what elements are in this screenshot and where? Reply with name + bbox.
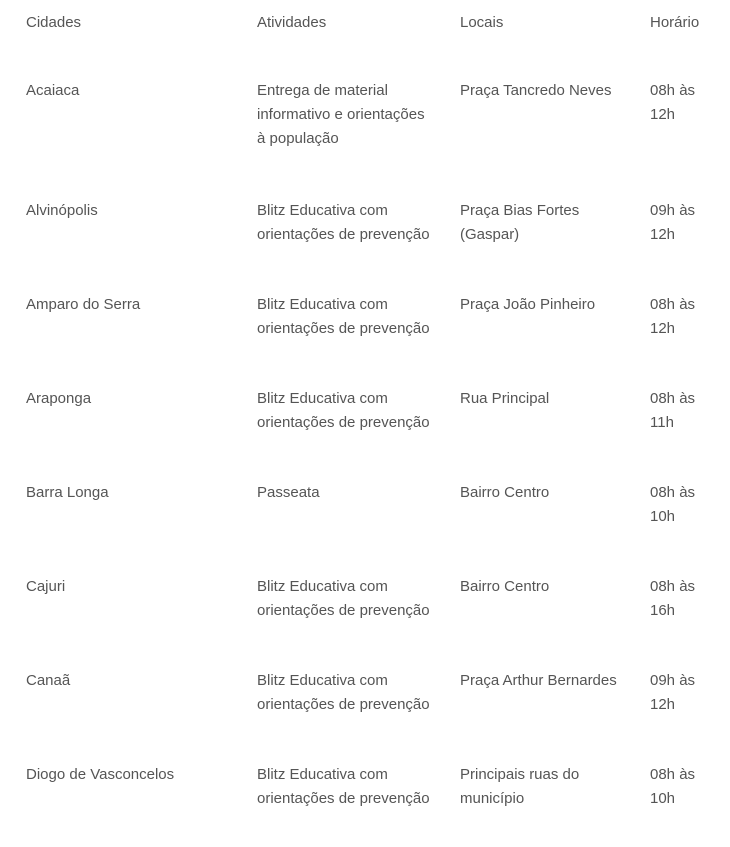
header-atividades: Atividades <box>257 14 327 31</box>
cell-activity: Blitz Educativa com orientações de prevenção <box>257 578 430 619</box>
cell-activity: Passeata <box>257 484 320 501</box>
cell-time: 08h às 12h <box>650 296 696 337</box>
table-header <box>14 1 726 69</box>
schedule-table <box>14 1 726 847</box>
cell-time: 08h às 12h <box>650 82 696 123</box>
header-horario: Horário <box>650 14 700 31</box>
header-locais: Locais <box>460 14 504 31</box>
table-row <box>14 189 726 283</box>
cell-activity: Blitz Educativa com orientações de prevenção <box>257 672 430 713</box>
table-row <box>14 565 726 659</box>
cell-city: Canaã <box>26 672 71 689</box>
cell-city: Araponga <box>26 390 92 407</box>
cell-location: Praça Arthur Bernardes <box>460 672 617 689</box>
cell-city: Alvinópolis <box>26 202 98 219</box>
cell-activity: Blitz Educativa com orientações de prevenção <box>257 390 430 431</box>
header-row <box>14 1 726 69</box>
table-row <box>14 69 726 189</box>
cell-location: Bairro Centro <box>460 484 550 501</box>
cell-activity: Entrega de material informativo e orientações à população <box>257 82 425 147</box>
cell-time: 09h às 12h <box>650 202 696 243</box>
table-row <box>14 753 726 847</box>
cell-time: 08h às 10h <box>650 484 696 525</box>
cell-time: 08h às 16h <box>650 578 696 619</box>
cell-activity: Blitz Educativa com orientações de prevenção <box>257 766 430 807</box>
cell-city: Amparo do Serra <box>26 296 141 313</box>
cell-city: Barra Longa <box>26 484 109 501</box>
cell-location: Praça Bias Fortes (Gaspar) <box>460 202 580 243</box>
cell-location: Praça Tancredo Neves <box>460 82 612 99</box>
cell-location: Praça João Pinheiro <box>460 296 596 313</box>
cell-location: Rua Principal <box>460 390 550 407</box>
table-body <box>14 69 726 847</box>
cell-activity: Blitz Educativa com orientações de prevenção <box>257 202 430 243</box>
cell-time: 08h às 10h <box>650 766 696 807</box>
cell-city: Cajuri <box>26 578 66 595</box>
cell-time: 09h às 12h <box>650 672 696 713</box>
cell-time: 08h às 11h <box>650 390 696 431</box>
cell-city: Acaiaca <box>26 82 80 99</box>
header-cidades: Cidades <box>26 14 82 31</box>
table-row <box>14 659 726 753</box>
table-row <box>14 283 726 377</box>
cell-location: Principais ruas do município <box>460 766 580 807</box>
cell-city: Diogo de Vasconcelos <box>26 766 175 783</box>
table-row <box>14 471 726 565</box>
cell-location: Bairro Centro <box>460 578 550 595</box>
table-row <box>14 377 726 471</box>
cell-activity: Blitz Educativa com orientações de prevenção <box>257 296 430 337</box>
